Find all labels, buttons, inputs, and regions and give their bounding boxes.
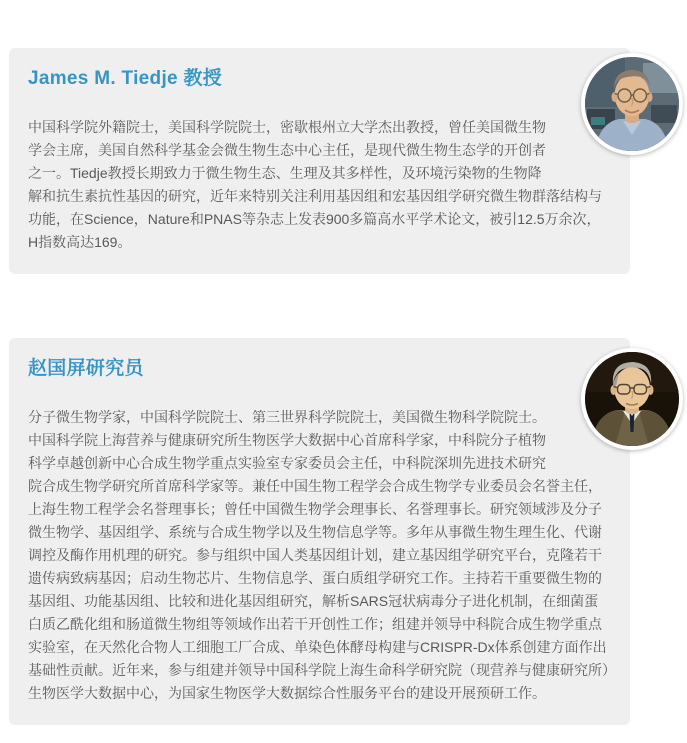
profile-name-zhao: 赵国屏研究员 — [28, 358, 144, 379]
portrait-image — [585, 352, 679, 446]
portrait-image — [585, 57, 679, 151]
profile-name-tiedje: James M. Tiedje 教授 — [28, 68, 223, 89]
profile-photo-tiedje — [581, 53, 683, 155]
profile-bio-tiedje — [28, 116, 610, 254]
profile-bio-zhao — [28, 406, 610, 705]
profile-bio-text: 分子微生物学家，中国科学院院士、第三世界科学院院士，美国微生物科学院院士。中国科学院上海营养与健康研究所生物医学大数据中心首席科学家，中科院分子植物科学卓越创新中心合成生物学重点实验室专家委员会主任，中科院深圳先进技术研究院合成生物学研究所首席科学家等。兼任中国生物工程学会合成生物学专业委员会名誉主任，上海生物工程学会名誉理事长；曾任中国微生物学会理事长、名誉理事长。研究领域涉及分子微生物学、基因组学、系统与合成生物学以及生物信息学等。多年从事微生物生理生化、代谢调控及酶作用机理的研究。参与组织中国人类基因组计划，建立基因组学研究平台，克隆若干遗传病致病基因；启动生物芯片、生物信息学、蛋白质组学研究工作。主持若干重要微生物的基因组、功能基因组、比较和进化基因组研究，解析SARS冠状病毒分子进化机制，在细菌蛋白质乙酰化组和肠道微生物组等领域作出若干开创性工作；组建并领导中科院合成生物学重点实验室，在天然化合物人工细胞工厂合成、单染色体酵母构建与CRISPR-Dx体系创建方面作出基础性贡献。近年来，参与组建并领导中国科学院上海生命科学研究院（现营养与健康研究所）生物医学大数据中心，为国家生物医学大数据综合性服务平台的建设开展预研工作。 — [28, 409, 609, 701]
profile-card-zhao — [9, 338, 630, 725]
profile-card-tiedje — [9, 48, 630, 274]
profile-photo-zhao — [581, 348, 683, 450]
profile-bio-text: 中国科学院外籍院士，美国科学院院士，密歇根州立大学杰出教授，曾任美国微生物学会主席，美国自然科学基金会微生物生态中心主任，是现代微生物生态学的开创者之一。Tiedje教授长期致力于微生物生态、生理及其多样性，及环境污染物的生物降解和抗生素抗性基因的研究，近年来特别关注利用基因组和宏基因组学研究微生物群落结构与功能，在Science，Nature和PNAS等杂志上发表900多篇高水平学术论文，被引12.5万余次，H指数高达169。 — [28, 119, 602, 250]
